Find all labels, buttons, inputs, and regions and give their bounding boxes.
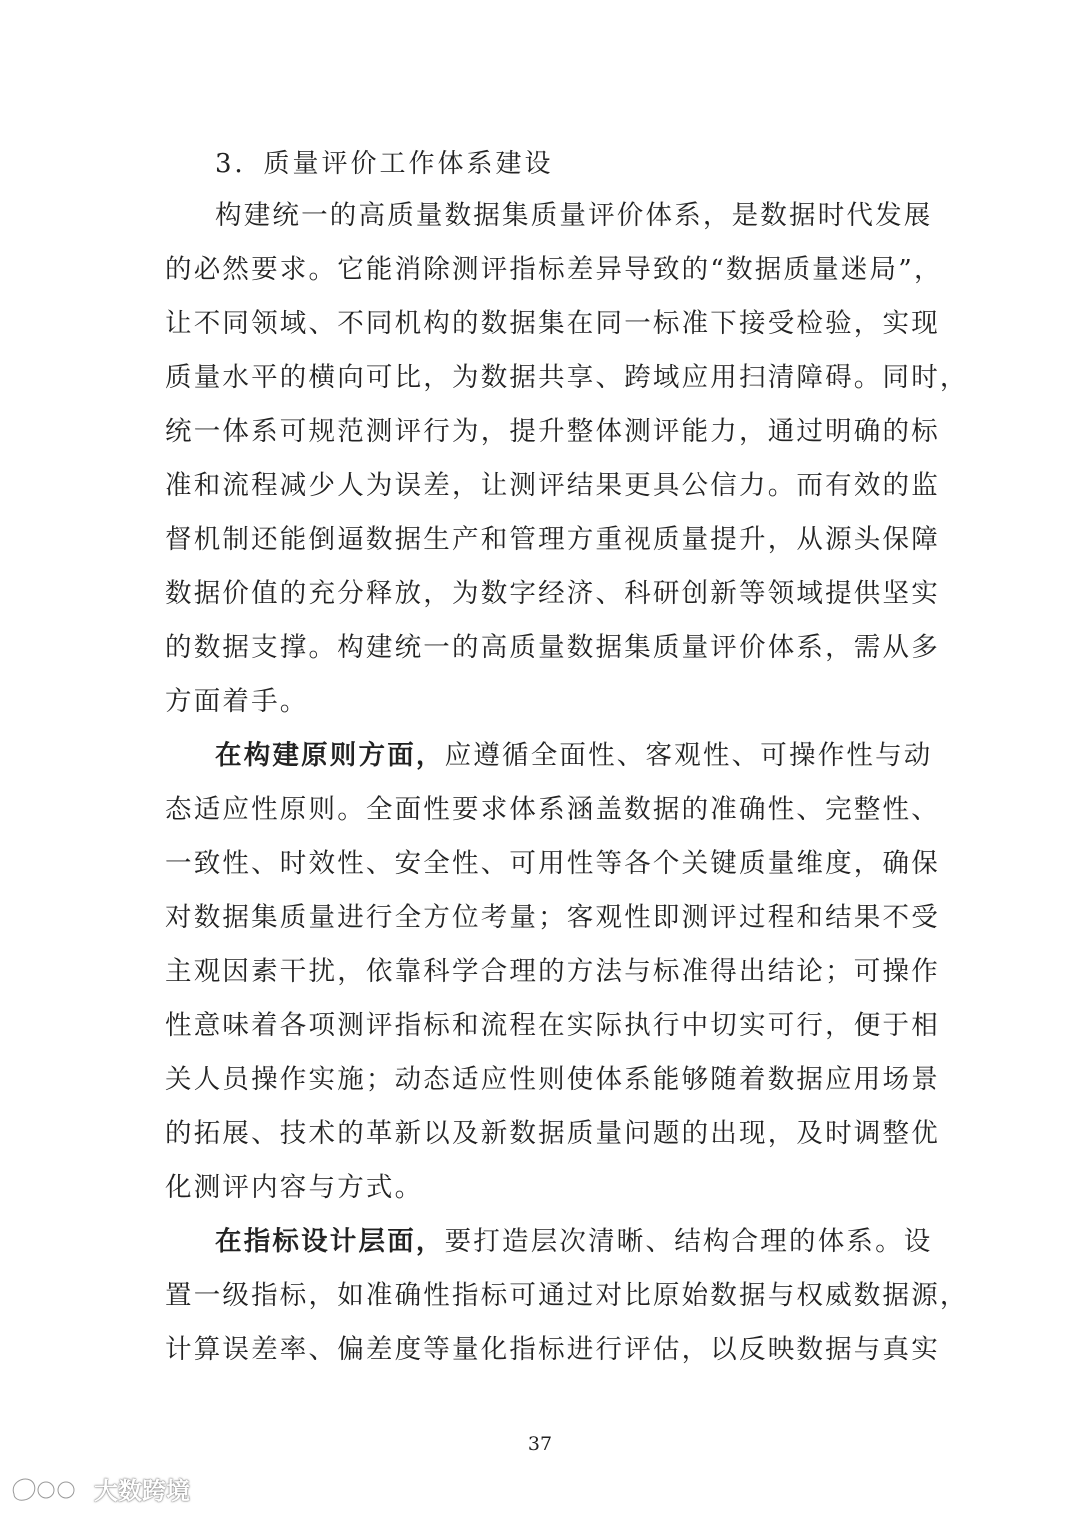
paragraph-3-first-rest: 要打造层次清晰、结构合理的体系。设 xyxy=(444,1226,933,1257)
paragraph-1-line-8: 数据价值的充分释放，为数字经济、科研创新等领域提供坚实 xyxy=(165,578,940,609)
paragraph-2-line-3: 一致性、时效性、安全性、可用性等各个关键质量维度，确保 xyxy=(165,848,940,879)
paragraph-2-first-rest: 应遵循全面性、客观性、可操作性与动 xyxy=(444,740,933,771)
paragraph-2-line-7: 关人员操作实施；动态适应性则使体系能够随着数据应用场景 xyxy=(165,1064,940,1095)
page-number: 37 xyxy=(527,1433,553,1455)
paragraph-1-line-9: 的数据支撑。构建统一的高质量数据集质量评价体系，需从多 xyxy=(165,632,940,663)
paragraph-1-line-3: 让不同领域、不同机构的数据集在同一标准下接受检验，实现 xyxy=(165,308,940,339)
paragraph-2-line-5: 主观因素干扰，依靠科学合理的方法与标准得出结论；可操作 xyxy=(165,956,940,987)
paragraph-2-line-9: 化测评内容与方式。 xyxy=(165,1172,424,1203)
paragraph-2-line-6: 性意味着各项测评指标和流程在实际执行中切实可行，便于相 xyxy=(165,1010,940,1041)
paragraph-3-line-2: 置一级指标，如准确性指标可通过对比原始数据与权威数据源， xyxy=(165,1280,969,1311)
paragraph-3-line-1 xyxy=(215,1220,933,1264)
paragraph-2-lead: 在构建原则方面， xyxy=(215,740,445,771)
paragraph-1-line-1: 构建统一的高质量数据集质量评价体系，是数据时代发展 xyxy=(215,200,933,231)
paragraph-2-line-8: 的拓展、技术的革新以及新数据质量问题的出现，及时调整优 xyxy=(165,1118,940,1149)
paragraph-1-line-4: 质量水平的横向可比，为数据共享、跨域应用扫清障碍。同时， xyxy=(165,362,969,393)
paragraph-3-lead: 在指标设计层面， xyxy=(215,1226,445,1257)
paragraph-1-line-10: 方面着手。 xyxy=(165,686,309,717)
paragraph-1-line-6: 准和流程减少人为误差，让测评结果更具公信力。而有效的监 xyxy=(165,470,940,501)
paragraph-3-line-3: 计算误差率、偏差度等量化指标进行评估，以反映数据与真实 xyxy=(165,1334,940,1365)
watermark xyxy=(8,1468,190,1508)
paragraph-2-line-1 xyxy=(215,734,933,778)
paragraph-1-line-7: 督机制还能倒逼数据生产和管理方重视质量提升，从源头保障 xyxy=(165,524,940,555)
paragraph-2-line-4: 对数据集质量进行全方位考量；客观性即测评过程和结果不受 xyxy=(165,902,940,933)
weibo-logo-icon xyxy=(8,1470,88,1506)
paragraph-1-line-2: 的必然要求。它能消除测评指标差异导致的“数据质量迷局”， xyxy=(165,254,943,285)
paragraph-1-line-5: 统一体系可规范测评行为，提升整体测评能力，通过明确的标 xyxy=(165,416,940,447)
watermark-text: 大数跨境 xyxy=(94,1476,190,1505)
paragraph-2-line-2: 态适应性原则。全面性要求体系涵盖数据的准确性、完整性、 xyxy=(165,794,940,825)
section-heading: 3．质量评价工作体系建设 xyxy=(215,149,554,179)
